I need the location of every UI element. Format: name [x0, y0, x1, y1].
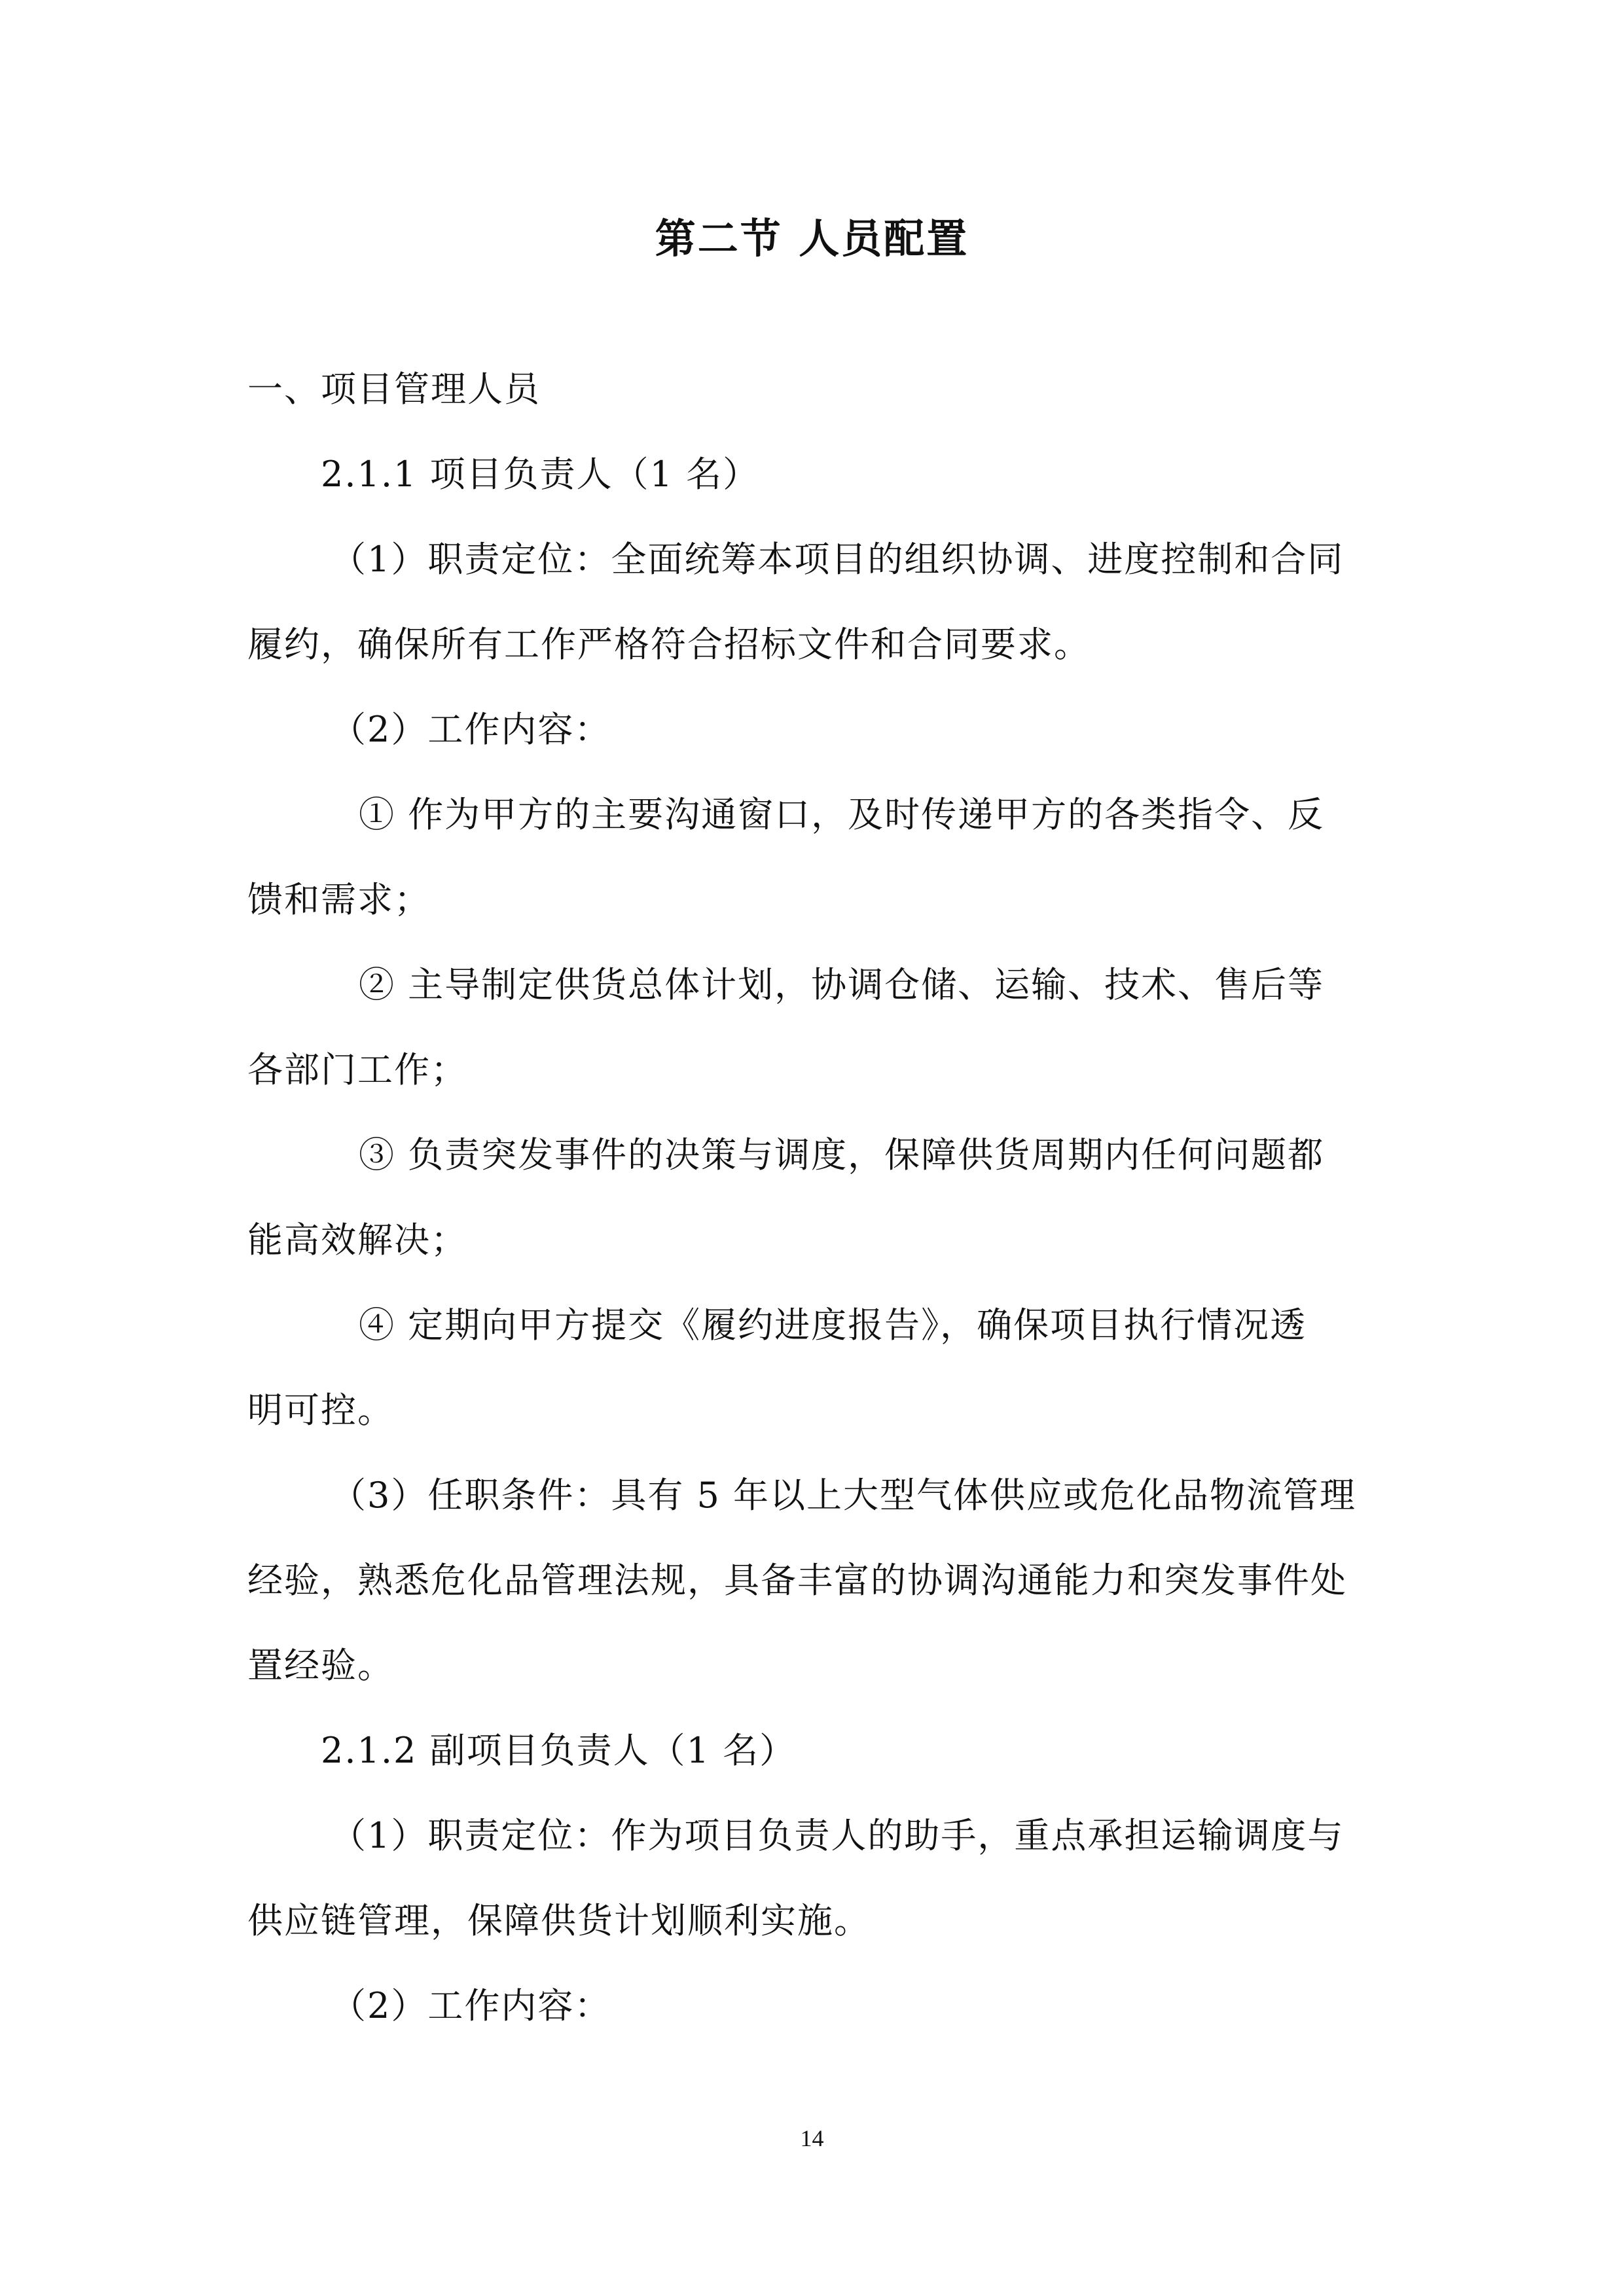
section-title: 第二节 人员配置 — [655, 215, 969, 262]
paragraph-line: 置经验。 — [247, 1645, 394, 1686]
paragraph-line: （1）职责定位：作为项目负责人的助手，重点承担运输调度与 — [331, 1815, 1344, 1856]
paragraph-line: 明可控。 — [247, 1390, 394, 1431]
list-item-2: ② 主导制定供货总体计划，协调仓储、运输、技术、售后等 — [359, 964, 1325, 1005]
list-item-1: ① 作为甲方的主要沟通窗口，及时传递甲方的各类指令、反 — [359, 794, 1325, 835]
paragraph-line: （2）工作内容： — [331, 709, 611, 750]
paragraph-line: 经验，熟悉危化品管理法规，具备丰富的协调沟通能力和突发事件处 — [247, 1560, 1347, 1601]
list-item-4: ④ 定期向甲方提交《履约进度报告》，确保项目执行情况透 — [359, 1304, 1307, 1346]
heading-project-management-staff: 一、项目管理人员 — [247, 368, 541, 410]
paragraph-line: （1）职责定位：全面统筹本项目的组织协调、进度控制和合同 — [331, 539, 1344, 580]
paragraph-line: （3）任职条件：具有 5 年以上大型气体供应或危化品物流管理 — [331, 1475, 1357, 1516]
paragraph-line: 馈和需求； — [247, 879, 431, 920]
subheading-project-manager: 2.1.1 项目负责人（1 名） — [321, 454, 760, 495]
paragraph-line: 供应链管理，保障供货计划顺利实施。 — [247, 1900, 871, 1941]
list-item-3: ③ 负责突发事件的决策与调度，保障供货周期内任何问题都 — [359, 1134, 1325, 1175]
page-number: 14 — [800, 2125, 824, 2151]
paragraph-line: 各部门工作； — [247, 1049, 467, 1090]
paragraph-line: 能高效解决； — [247, 1219, 467, 1261]
paragraph-line: 履约，确保所有工作严格符合招标文件和合同要求。 — [247, 624, 1091, 665]
paragraph-line: （2）工作内容： — [331, 1985, 611, 2026]
subheading-deputy-project-manager: 2.1.2 副项目负责人（1 名） — [321, 1730, 797, 1771]
